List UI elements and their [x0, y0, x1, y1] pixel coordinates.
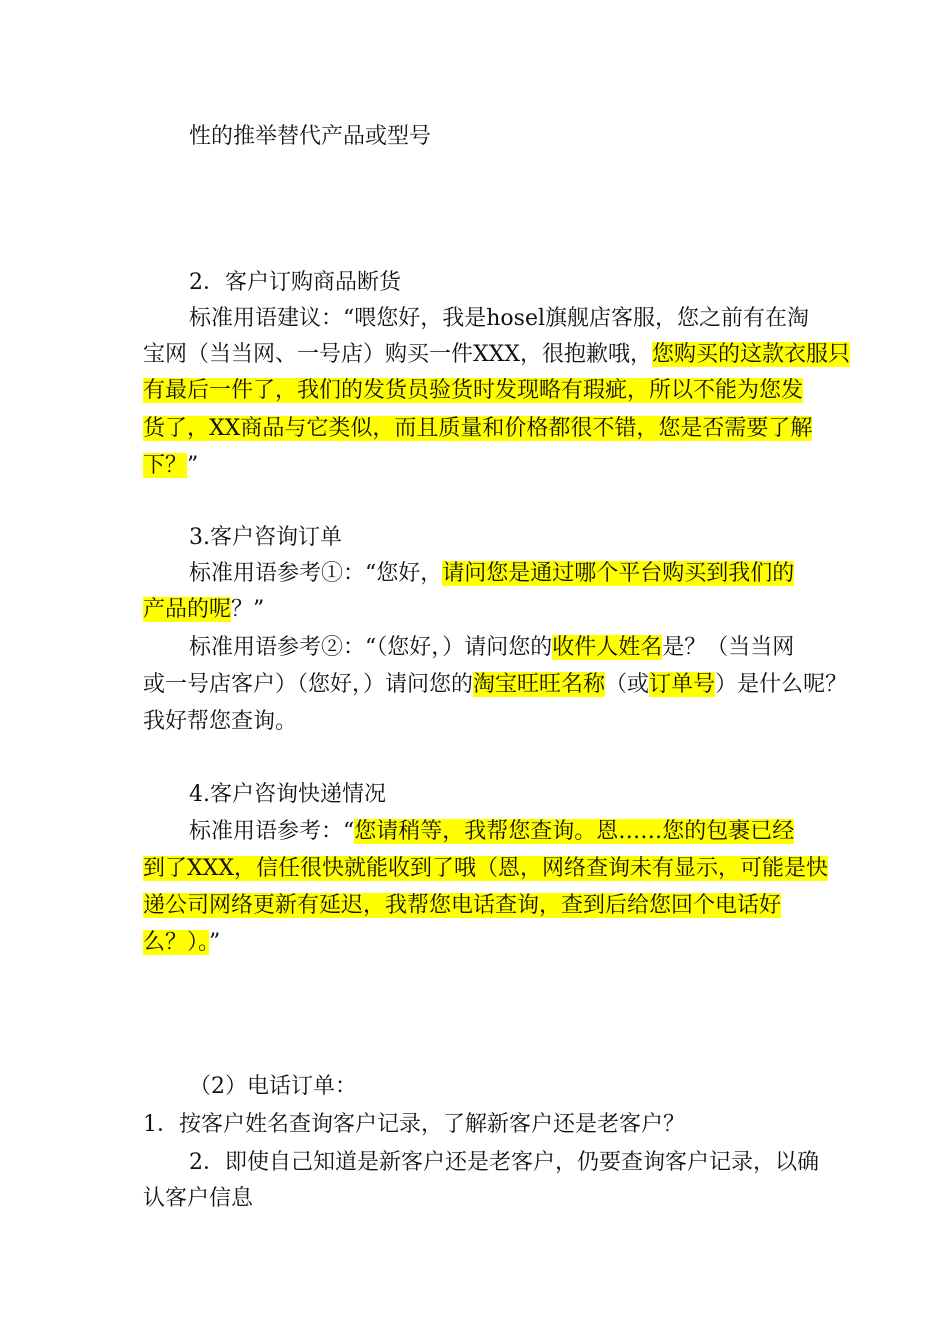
section-4-line-4 [143, 925, 813, 961]
section-3-ref1-line-2 [143, 592, 813, 628]
ref2-line-2-plain-a: 或一号店客户）（您好，）请问您的 [143, 672, 474, 697]
ref2-line-3-text: 我好帮您查询。 [143, 709, 298, 734]
ref2-wangwang-name-highlight: 淘宝旺旺名称 [473, 672, 606, 697]
section-4-line-1-plain: 标准用语参考：“ [189, 819, 355, 844]
phone-order-heading-text: （2）电话订单： [189, 1074, 357, 1099]
section-2-line-5-plain: ” [187, 453, 199, 478]
phone-order-item-2-line-1 [189, 1145, 859, 1181]
section-4-heading-text: 4.客户咨询快递情况 [189, 782, 386, 807]
section-2-line-2-plain: 宝网（当当网、一号店）购买一件XXX，很抱歉哦， [143, 342, 652, 367]
section-2-line-4-highlight: 货了，XX商品与它类似，而且质量和价格都很不错，您是否需要了解 [143, 416, 813, 441]
section-4-line-4-highlight: 么？）。 [143, 930, 210, 955]
section-4-heading [189, 777, 859, 813]
intro-line [189, 119, 859, 155]
section-2-line-1-text: 标准用语建议：“喂您好，我是hosel旗舰店客服，您之前有在淘 [189, 306, 810, 331]
section-2-line-3 [143, 373, 813, 409]
section-4-line-1-highlight: 您请稍等，我帮您查询。恩……您的包裹已经 [354, 819, 795, 844]
intro-text: 性的推举替代产品或型号 [189, 124, 432, 149]
section-2-line-2 [143, 337, 851, 373]
section-3-heading-text: 3.客户咨询订单 [189, 525, 342, 550]
section-2-line-5 [143, 448, 813, 484]
section-4-line-3 [143, 888, 813, 924]
section-2-line-3-highlight: 有最后一件了，我们的发货员验货时发现略有瑕疵，所以不能为您发 [143, 378, 804, 403]
ref1-line-2-highlight: 产品的呢 [143, 597, 232, 622]
ref2-recipient-name-highlight: 收件人姓名 [552, 635, 663, 660]
section-2-heading [189, 265, 859, 301]
phone-order-heading [189, 1069, 859, 1105]
ref2-line-2-plain-b: （或 [605, 672, 650, 697]
ref1-highlight: 请问您是通过哪个平台购买到我们的 [442, 561, 795, 586]
section-2-line-5-highlight: 下？ [143, 453, 188, 478]
section-3-heading [189, 520, 859, 556]
section-2-line-4 [143, 411, 813, 447]
section-2-line-1 [189, 301, 859, 337]
section-3-ref1-line-1 [189, 556, 859, 592]
ref2-line-2-plain-c: ）是什么呢？ [715, 672, 848, 697]
phone-order-item-1-text: 1．按客户姓名查询客户记录，了解新客户还是老客户？ [143, 1112, 685, 1137]
section-4-line-1 [189, 814, 859, 850]
ref1-line-2-plain: ？” [231, 597, 265, 622]
section-4-line-4-plain: ” [209, 930, 221, 955]
section-4-line-2-highlight: 到了XXX，信任很快就能收到了哦（恩，网络查询未有显示，可能是快 [143, 856, 828, 881]
section-3-ref2-line-2 [143, 667, 848, 703]
phone-order-item-2-line-2-text: 认客户信息 [143, 1186, 254, 1211]
ref2-plain-a: 标准用语参考②：“（您好，）请问您的 [189, 635, 553, 660]
ref2-order-number-highlight: 订单号 [649, 672, 716, 697]
section-2-heading-text: 2．客户订购商品断货 [189, 270, 401, 295]
phone-order-item-2-text: 2．即使自己知道是新客户还是老客户，仍要查询客户记录，以确 [189, 1150, 819, 1175]
phone-order-item-1 [143, 1107, 813, 1143]
section-4-line-2 [143, 851, 828, 887]
section-3-ref2-line-3 [143, 704, 813, 740]
section-3-ref2-line-1 [189, 630, 859, 666]
ref2-plain-b: 是？（当当网 [662, 635, 795, 660]
ref1-plain: 标准用语参考①：“您好， [189, 561, 443, 586]
section-4-line-3-highlight: 递公司网络更新有延迟，我帮您电话查询，查到后给您回个电话好 [143, 893, 782, 918]
phone-order-item-2-line-2 [143, 1181, 813, 1217]
section-2-line-2-highlight: 您购买的这款衣服只 [652, 342, 851, 367]
